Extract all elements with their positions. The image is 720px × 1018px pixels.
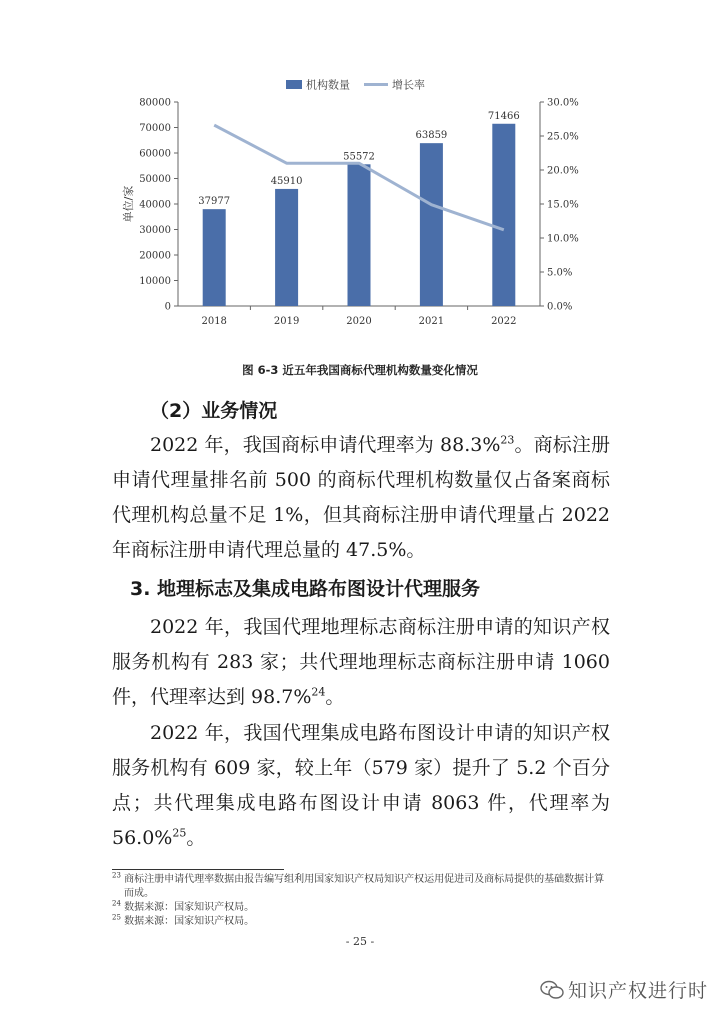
y2-tick-label: 15.0%: [547, 199, 579, 211]
y-tick-label: 0: [164, 301, 171, 313]
paragraph-2: [112, 610, 610, 715]
bar-2018: [203, 209, 226, 306]
y-tick-label: 80000: [139, 97, 171, 109]
legend-label-line: 增长率: [392, 78, 425, 92]
y2-tick-label: 25.0%: [547, 131, 579, 143]
footnote-text-24: 数据来源：国家知识产权局。: [120, 902, 255, 913]
paragraph-3-text: 2022 年，我国代理集成电路布图设计申请的知识产权服务机构有 609 家，较上年（579 家）提升了 5.2 个百分点；共代理集成电路布图设计申请 8063 件，代理率为 56.0%: [112, 722, 610, 849]
footnote-text-25: 数据来源：国家知识产权局。: [120, 916, 255, 927]
y2-tick-label: 20.0%: [547, 165, 579, 177]
x-tick-label-2018: 2018: [201, 316, 227, 327]
x-ticks: [201, 306, 516, 327]
footnote-num-25: 25: [112, 913, 121, 922]
legend-label-bars: 机构数量: [306, 78, 350, 92]
data-label-2021: 63859: [415, 130, 448, 142]
data-label-2019: 45910: [270, 175, 303, 187]
footnote-ref-24: 24: [311, 685, 326, 699]
paragraph-1-text-cont: 。商标注册申请代理量排名前 500 的商标代理机构数量仅占备案商标代理机构总量不足 1%，但其商标注册申请代理量占 2022 年商标注册申请代理总量的 47.5%。: [112, 434, 610, 561]
data-label-2018: 37977: [198, 196, 231, 208]
wechat-icon: [540, 980, 564, 1000]
footnote-rule: [112, 869, 284, 870]
bar-2021: [420, 143, 443, 306]
data-label-2022: 71466: [487, 110, 520, 122]
paragraph-1-text: 2022 年，我国商标申请代理率为 88.3%: [150, 434, 501, 456]
paragraph-3: [112, 716, 610, 856]
footnote-23: [112, 873, 610, 901]
x-tick-label-2022: 2022: [491, 316, 517, 327]
section-heading: 3. 地理标志及集成电路布图设计代理服务: [130, 578, 481, 600]
footnote-24: [112, 901, 610, 915]
watermark: [540, 976, 708, 1003]
y2-tick-label: 30.0%: [547, 97, 579, 109]
legend: [286, 78, 425, 92]
bar-2022: [492, 124, 515, 306]
footnote-ref-23: 23: [500, 433, 515, 447]
watermark-text: 知识产权进行时: [568, 980, 709, 1002]
page-number: - 25 -: [345, 935, 375, 948]
y-tick-label: 70000: [139, 123, 171, 134]
y-ticks-right: [540, 98, 579, 313]
y-tick-label: 10000: [139, 276, 171, 287]
y-ticks-left: [139, 98, 178, 313]
footnote-num-23: 23: [112, 871, 121, 880]
paragraph-2-text-cont: 。: [325, 686, 345, 708]
footnote-text-23: 商标注册申请代理率数据由报告编写组利用国家知识产权局知识产权运用促进司及商标局提供的基础数据计算而成。: [120, 874, 605, 899]
footnote-ref-25: 25: [172, 826, 187, 840]
figure-caption: 图 6-3 近五年我国商标代理机构数量变化情况: [242, 363, 478, 377]
y-axis-label: 单位/家: [122, 185, 135, 223]
footnote-25: [112, 915, 610, 929]
bar-2019: [275, 189, 298, 306]
y-tick-label: 40000: [139, 199, 171, 211]
paragraph-2-text: 2022 年，我国代理地理标志商标注册申请的知识产权服务机构有 283 家；共代理地理标志商标注册申请 1060 件，代理率达到 98.7%: [112, 616, 610, 708]
x-tick-label-2021: 2021: [418, 316, 445, 327]
y2-tick-label: 0.0%: [547, 301, 573, 313]
subheading: （2）业务情况: [150, 400, 278, 422]
footnote-num-24: 24: [112, 899, 121, 908]
y2-tick-label: 10.0%: [547, 233, 579, 245]
bar-2020: [348, 164, 371, 306]
y2-tick-label: 5.0%: [547, 267, 573, 279]
y-tick-label: 50000: [139, 174, 171, 185]
footnotes: [112, 873, 610, 929]
paragraph-3-text-cont: 。: [186, 827, 206, 849]
data-label-2020: 55572: [343, 151, 375, 163]
y-tick-label: 60000: [139, 148, 171, 160]
y-tick-label: 30000: [139, 225, 171, 236]
y-tick-label: 20000: [139, 250, 171, 262]
legend-swatch-bars: [286, 80, 302, 89]
paragraph-1: [112, 428, 610, 568]
x-tick-label-2019: 2019: [273, 316, 300, 327]
chart: [0, 0, 720, 340]
x-tick-label-2020: 2020: [346, 316, 372, 327]
